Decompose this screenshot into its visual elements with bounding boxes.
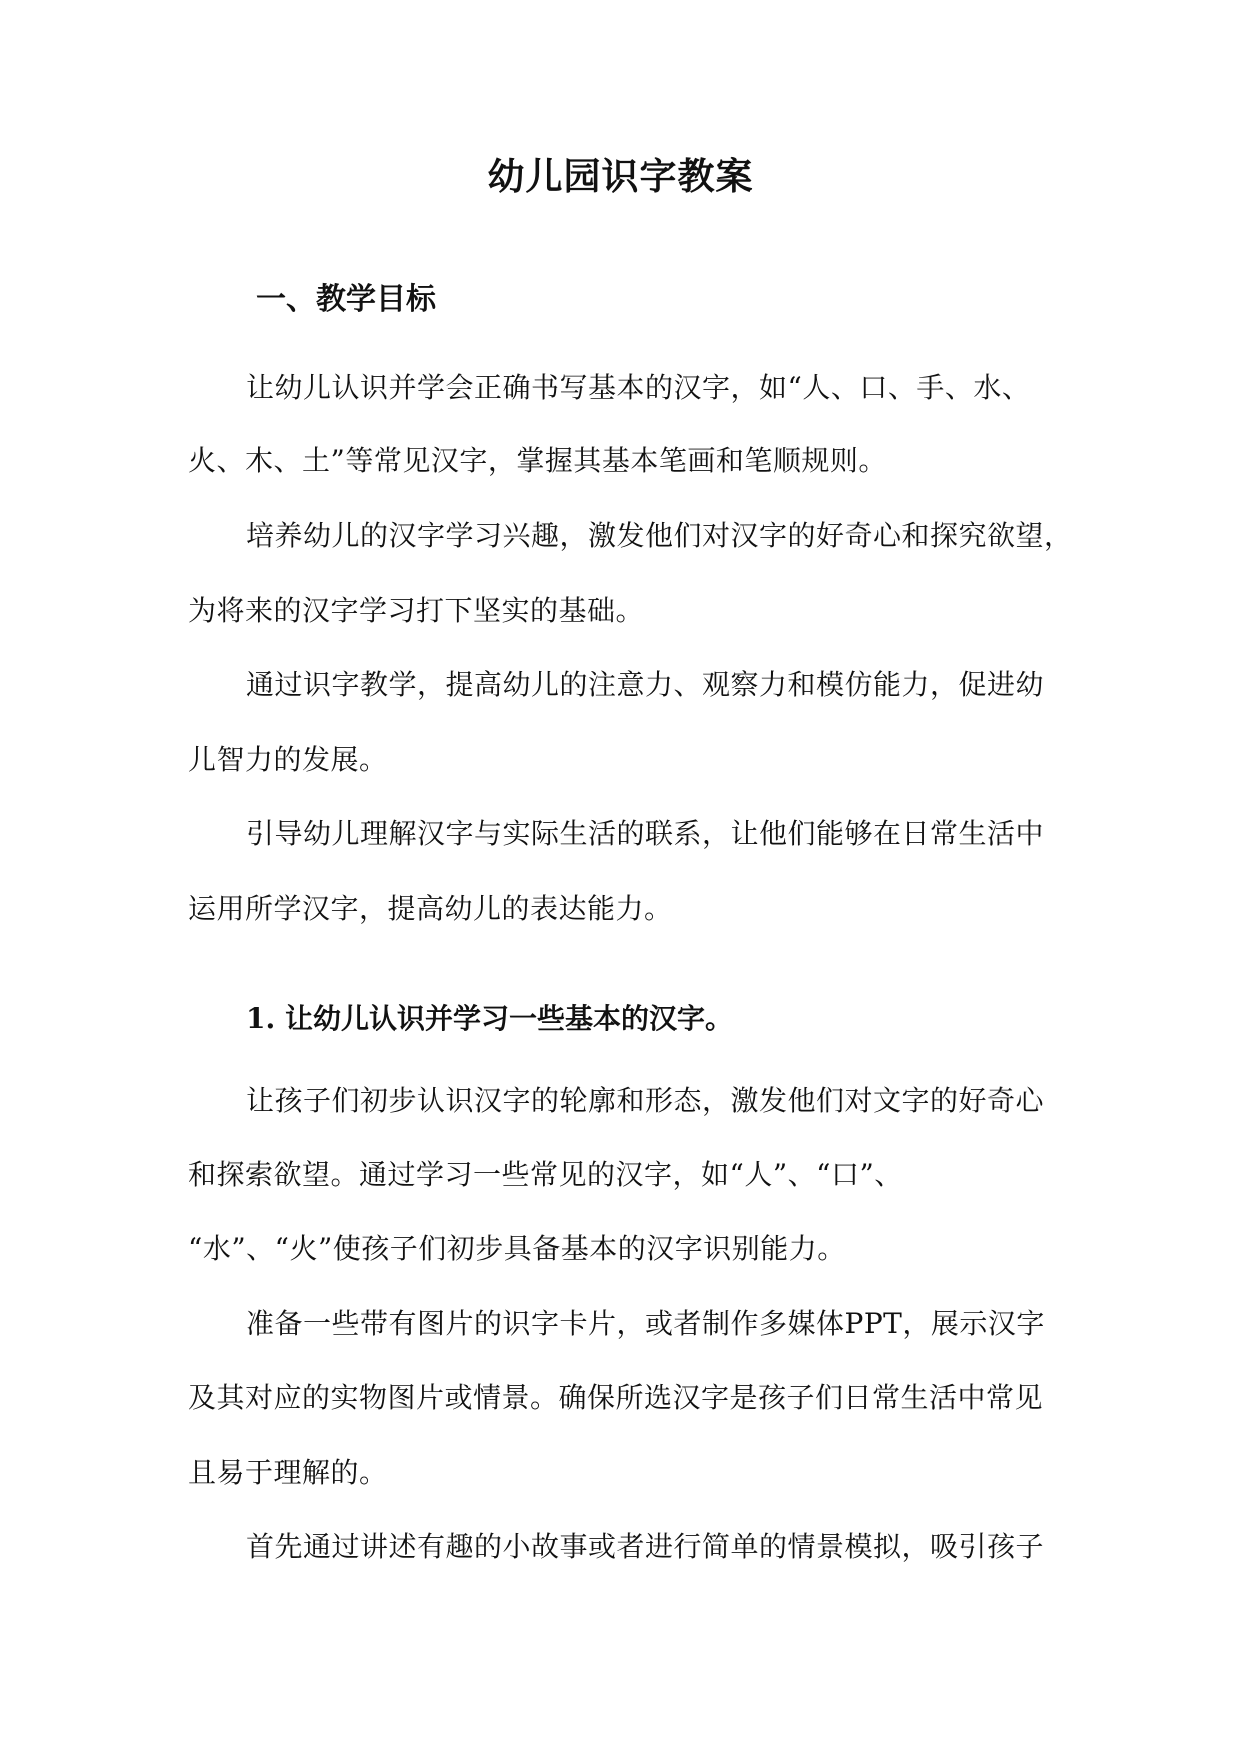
paragraph-line: 让孩子们初步认识汉字的轮廓和形态，激发他们对文字的好奇心: [246, 1084, 1045, 1117]
paragraph-line: “水”、“火”使孩子们初步具备基本的汉字识别能力。: [188, 1232, 846, 1265]
paragraph-line: 为将来的汉字学习打下坚实的基础。: [188, 594, 645, 627]
paragraph-line: 首先通过讲述有趣的小故事或者进行简单的情景模拟，吸引孩子: [246, 1530, 1045, 1563]
document-title: 幼儿园识字教案: [487, 154, 754, 198]
paragraph-line: 准备一些带有图片的识字卡片，或者制作多媒体PPT，展示汉字: [246, 1307, 1045, 1340]
section-heading-teaching-goals: 一、教学目标: [256, 282, 436, 317]
paragraph-line: 运用所学汉字，提高幼儿的表达能力。: [188, 892, 673, 925]
paragraph-line: 且易于理解的。: [188, 1456, 388, 1489]
paragraph-line: 和探索欲望。通过学习一些常见的汉字，如“人”、“口”、: [188, 1158, 903, 1191]
paragraph-line: 火、木、土”等常见汉字，掌握其基本笔画和笔顺规则。: [188, 444, 887, 477]
paragraph-line: 通过识字教学，提高幼儿的注意力、观察力和模仿能力，促进幼: [246, 668, 1045, 701]
subsection-heading-1: 1. 让幼儿认识并学习一些基本的汉字。: [246, 1002, 733, 1035]
paragraph-line: 培养幼儿的汉字学习兴趣，激发他们对汉字的好奇心和探究欲望，: [246, 519, 1073, 552]
paragraph-line: 让幼儿认识并学会正确书写基本的汉字，如“人、口、手、水、: [246, 371, 1031, 404]
paragraph-line: 及其对应的实物图片或情景。确保所选汉字是孩子们日常生活中常见: [188, 1381, 1044, 1414]
paragraph-line: 引导幼儿理解汉字与实际生活的联系，让他们能够在日常生活中: [246, 817, 1045, 850]
paragraph-line: 儿智力的发展。: [188, 743, 388, 776]
